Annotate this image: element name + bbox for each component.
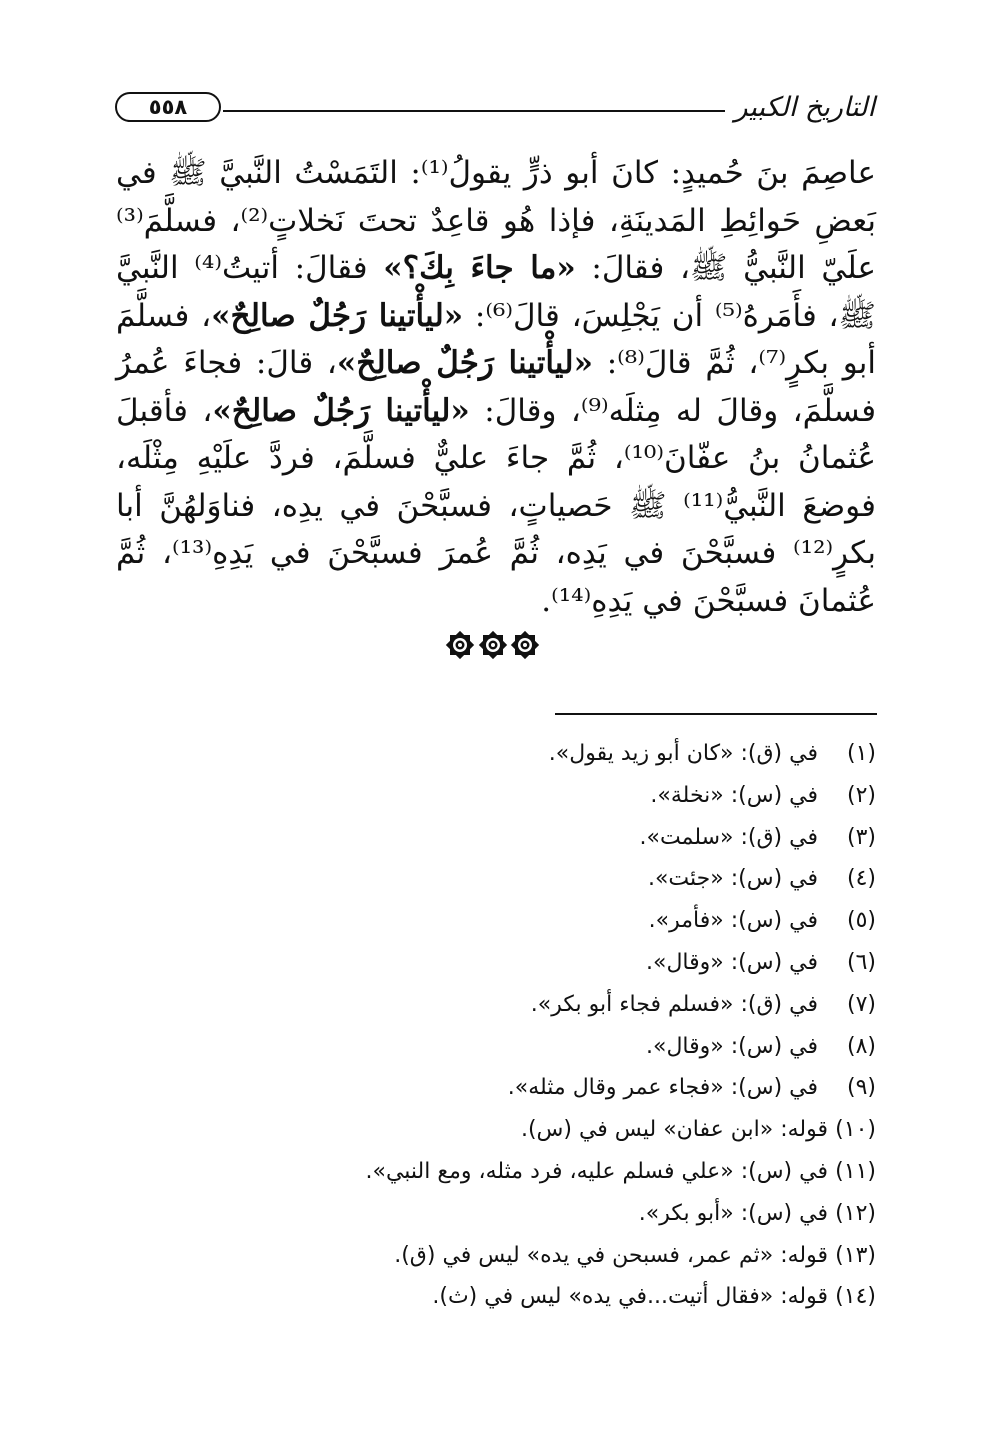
footnote-number: (٣) <box>846 824 876 850</box>
footnote-number: (٨) <box>846 1033 876 1059</box>
footnote-number: (١٣) <box>835 1242 876 1268</box>
footnote <box>116 1067 876 1109</box>
footnote-number: (١٢) <box>835 1200 876 1226</box>
footnote-number: (٤) <box>846 866 876 892</box>
page-number: ٥٥٨ <box>115 92 221 122</box>
footnote-number: (١) <box>846 741 876 766</box>
footnote <box>116 1026 876 1068</box>
footnote-text: في (س): «نخلة». <box>650 782 818 808</box>
flower-ornament-icon <box>510 630 540 660</box>
footnote-text: قوله: «فقال أتيت...في يده» ليس في (ث). <box>432 1284 828 1310</box>
footnote <box>116 1235 876 1277</box>
quote-segment: «ما جاءَ بِكَ؟» <box>383 250 576 286</box>
book-title: التاريخ الكبير <box>734 92 875 123</box>
footnote-number: (١٠) <box>835 1117 876 1143</box>
quote-segment: «ليأْتينا رَجُلٌ صالِحٌ» <box>211 297 464 334</box>
flower-ornament-icon <box>445 630 475 660</box>
footnote-number: (٦) <box>846 949 876 975</box>
footnote <box>116 1193 876 1235</box>
section-ornament <box>445 630 540 664</box>
footnote <box>116 900 876 942</box>
text-segment: عاصِمَ بنَ حُميدٍ: كانَ أبو ذرٍّ يقولُ⁽¹⁾: التَمَسْتُ النَّبيَّ ﷺ في بَعضِ حَوائِطِ المَدينَةِ، فإذا هُو قاعِدٌ تحتَ نَخلاتٍ⁽²⁾، فسلَّمَ⁽³⁾ علَيّ النَّبيُّ ﷺ، فقالَ: <box>116 155 876 286</box>
footnote <box>116 775 876 817</box>
footnote <box>116 1276 876 1318</box>
footnote-text: قوله: «ثم عمر، فسبحن في يده» ليس في (ق). <box>394 1242 828 1268</box>
footnote-text: في (س): «علي فسلم عليه، فرد مثله، ومع النبي». <box>365 1158 828 1184</box>
footnote-text: قوله: «ابن عفان» ليس في (س). <box>520 1117 828 1143</box>
footnote-text: في (س): «وقال». <box>645 1033 818 1059</box>
page-header <box>115 88 875 128</box>
text-segment: ، فأقبلَ عُثمانُ بنُ عفّانَ⁽¹⁰⁾، ثُمَّ جاءَ عليٌّ فسلَّمَ، فردَّ علَيْهِ مِثْلَه، فوضعَ النَّبيُّ⁽¹¹⁾ ﷺ حَصياتٍ، فسبَّحْنَ في يدِه، فناوَلهُنَّ أبا بكرٍ⁽¹²⁾ فسبَّحْنَ في يَدِه، ثُمَّ عُمرَ فسبَّحْنَ في يَدِهِ⁽¹³⁾، ثُمَّ عُثمانَ فسبَّحْنَ في يَدِهِ⁽¹⁴⁾. <box>116 392 877 619</box>
footnote-number: (١١) <box>835 1158 876 1184</box>
footnote-number: (١٤) <box>835 1284 876 1310</box>
footnote-text: في (ق): «سلمت». <box>639 824 818 850</box>
footnote-number: (٧) <box>846 991 876 1017</box>
footnote-text: في (س): «فجاء عمر وقال مثله». <box>507 1075 818 1101</box>
header-divider <box>223 110 725 112</box>
footnote <box>116 1151 876 1193</box>
footnote <box>116 942 876 984</box>
flower-ornament-icon <box>478 630 508 660</box>
footnote <box>116 984 876 1026</box>
footnote <box>116 858 876 900</box>
footnote-text: في (س): «أبو بكر». <box>638 1200 828 1226</box>
footnotes <box>116 733 876 1318</box>
footnote <box>116 1109 876 1151</box>
footnote-text: في (ق): «كان أبو زيد يقول». <box>548 741 818 766</box>
footnote-number: (٢) <box>846 782 876 808</box>
footnote-text: في (س): «جئت». <box>647 866 818 892</box>
text-segment: ، فسلَّمَ أبو بكرٍ⁽⁷⁾، ثُمَّ قالَ⁽⁸⁾: <box>116 297 876 381</box>
footnote <box>116 733 876 775</box>
quote-segment: «ليأْتينا رَجُلٌ صالِحٌ» <box>336 345 593 381</box>
footnote-text: في (س): «فأمر». <box>648 908 818 934</box>
text-segment: فقالَ: أتيتُ⁽⁴⁾ النَّبيَّ ﷺ، فأَمَرهُ⁽⁵⁾ أن يَجْلِسَ، قالَ⁽⁶⁾: <box>116 250 877 334</box>
quote-segment: «ليأْتينا رَجُلٌ صالِحٌ» <box>212 392 470 429</box>
main-text <box>116 150 876 625</box>
footnote-text: في (ق): «فسلم فجاء أبو بكر». <box>530 991 818 1017</box>
footnote-number: (٩) <box>846 1075 876 1101</box>
footnote-number: (٥) <box>846 908 876 934</box>
footnote <box>116 817 876 859</box>
text-segment: ، قالَ: فجاءَ عُمرُ فسلَّمَ، وقالَ له مِثلَه⁽⁹⁾، وقالَ: <box>116 345 877 429</box>
footnote-text: في (س): «وقال». <box>645 949 818 975</box>
footnote-divider <box>555 713 877 715</box>
